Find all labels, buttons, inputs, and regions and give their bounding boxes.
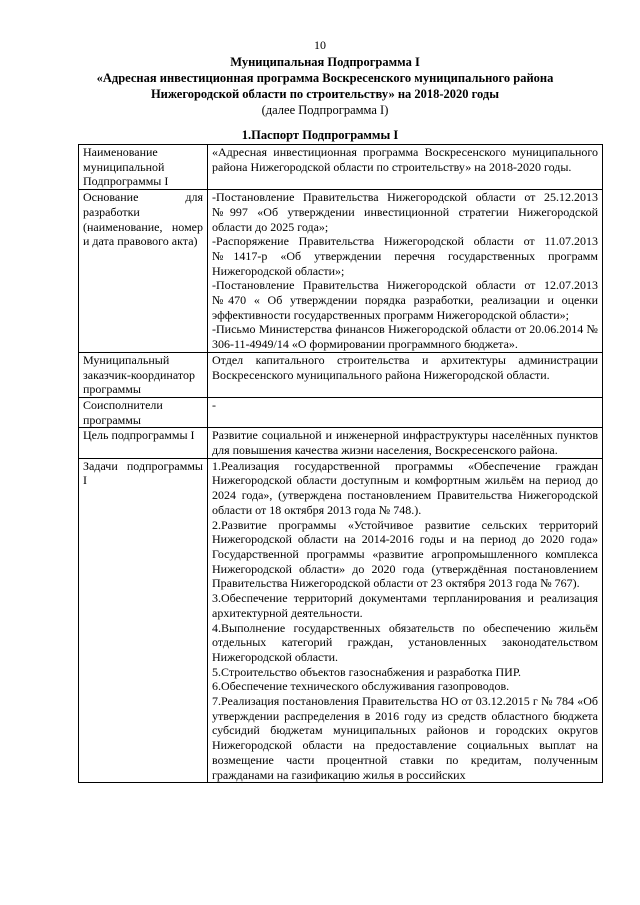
task-item: 4.Выполнение государственных обязательств по обеспечению жильём отдельных категорий граждан, установленных законодательством Нижегородской области.	[212, 620, 598, 664]
row-value-customer: Отдел капитального строительства и архитектуры администрации Воскресенского муниципального района Нижегородской области.	[208, 352, 603, 397]
row-label-customer: Муниципальный заказчик-координатор программы	[79, 352, 208, 397]
title-note: (далее Подпрограмма I)	[261, 103, 389, 117]
passport-heading: 1.Паспорт Подпрограммы I	[241, 128, 399, 142]
task-item: 6.Обеспечение технического обслуживания газопроводов.	[212, 679, 510, 694]
table-row	[79, 397, 603, 427]
row-label-tasks: Задачи подпрограммы I	[79, 458, 208, 782]
passport-table	[78, 144, 603, 783]
subprogram-title	[80, 54, 570, 118]
page-number: 10	[314, 38, 326, 52]
row-label-name: Наименование муниципальной Подпрограммы I	[79, 145, 208, 190]
table-row	[79, 145, 603, 190]
row-label-basis: Основание для разработки (наименование, номер и дата правового акта)	[79, 190, 208, 353]
basis-item: -Распоряжение Правительства Нижегородской области от 11.07.2013 №1417-р «Об утверждении перечня государственных программ Нижегородской области»;	[212, 234, 598, 278]
row-value-tasks	[208, 458, 603, 782]
task-item: 1.Реализация государственной программы «Обеспечение граждан Нижегородской области доступным и комфортным жильём на период до 2024 года», (утверждена постановлением Правительства Нижегородской области от 18 октября 2013 года № 748.).	[212, 458, 598, 517]
task-item: 2.Развитие программы «Устойчивое развитие сельских территорий Нижегородской области на 2014-2016 годы и на период до 2020 года» Государственной программы «развитие агропромышленного комплекса Нижегородской области» до 2020 года (утверждённая постановлением Правительства Нижегородской области от 23 октября 2013 года № 767).	[212, 517, 598, 591]
row-label-coexecutors: Соисполнители программы	[79, 397, 208, 427]
task-item: 3.Обеспечение территорий документами терпланирования и реализация архитектурной деятельности.	[212, 591, 598, 620]
title-line-1: Муниципальная Подпрограмма I	[230, 55, 420, 69]
row-label-goal: Цель подпрограммы I	[79, 428, 208, 458]
basis-item: -Постановление Правительства Нижегородской области от 12.07.2013 №470 « Об утверждении порядка разработки, реализации и оценки эффективности государственных программ Нижегородской области»;	[212, 278, 598, 322]
row-value-goal: Развитие социальной и инженерной инфраструктуры населённых пунктов для повышения качества жизни населения, Воскресенского района.	[208, 428, 603, 458]
row-value-name: «Адресная инвестиционная программа Воскресенского муниципального района Нижегородской области по строительству» на 2018-2020 годы.	[208, 145, 603, 190]
row-value-coexecutors: -	[208, 397, 603, 427]
basis-item: -Постановление Правительства Нижегородской области от 25.12.2013 №997 «Об утверждении инвестиционной стратегии Нижегородской области до 2025 года»;	[212, 190, 598, 234]
task-item: 5.Строительство объектов газоснабжения и разработка ПИР.	[212, 664, 522, 679]
task-item: 7.Реализация постановления Правительства НО от 03.12.2015 г № 784 «Об утверждении распределения в 2016 году из средств областного бюджета субсидий бюджетам муниципальных районов и городских округов Нижегородской области на предоставление социальных выплат на возмещение части процентной ставки по кредитам, полученным гражданами на газификацию жилья в российских	[212, 694, 598, 782]
title-line-2: «Адресная инвестиционная программа Воскресенского муниципального района	[96, 71, 554, 85]
table-row	[79, 190, 603, 353]
basis-item: -Письмо Министерства финансов Нижегородской области от 20.06.2014 № 306-11-4949/14 «О формировании программного бюджета».	[212, 322, 598, 352]
table-row	[79, 352, 603, 397]
row-value-basis	[208, 190, 603, 353]
title-line-3: Нижегородской области по строительству» на 2018-2020 годы	[150, 87, 500, 101]
table-row	[79, 428, 603, 458]
table-row	[79, 458, 603, 782]
